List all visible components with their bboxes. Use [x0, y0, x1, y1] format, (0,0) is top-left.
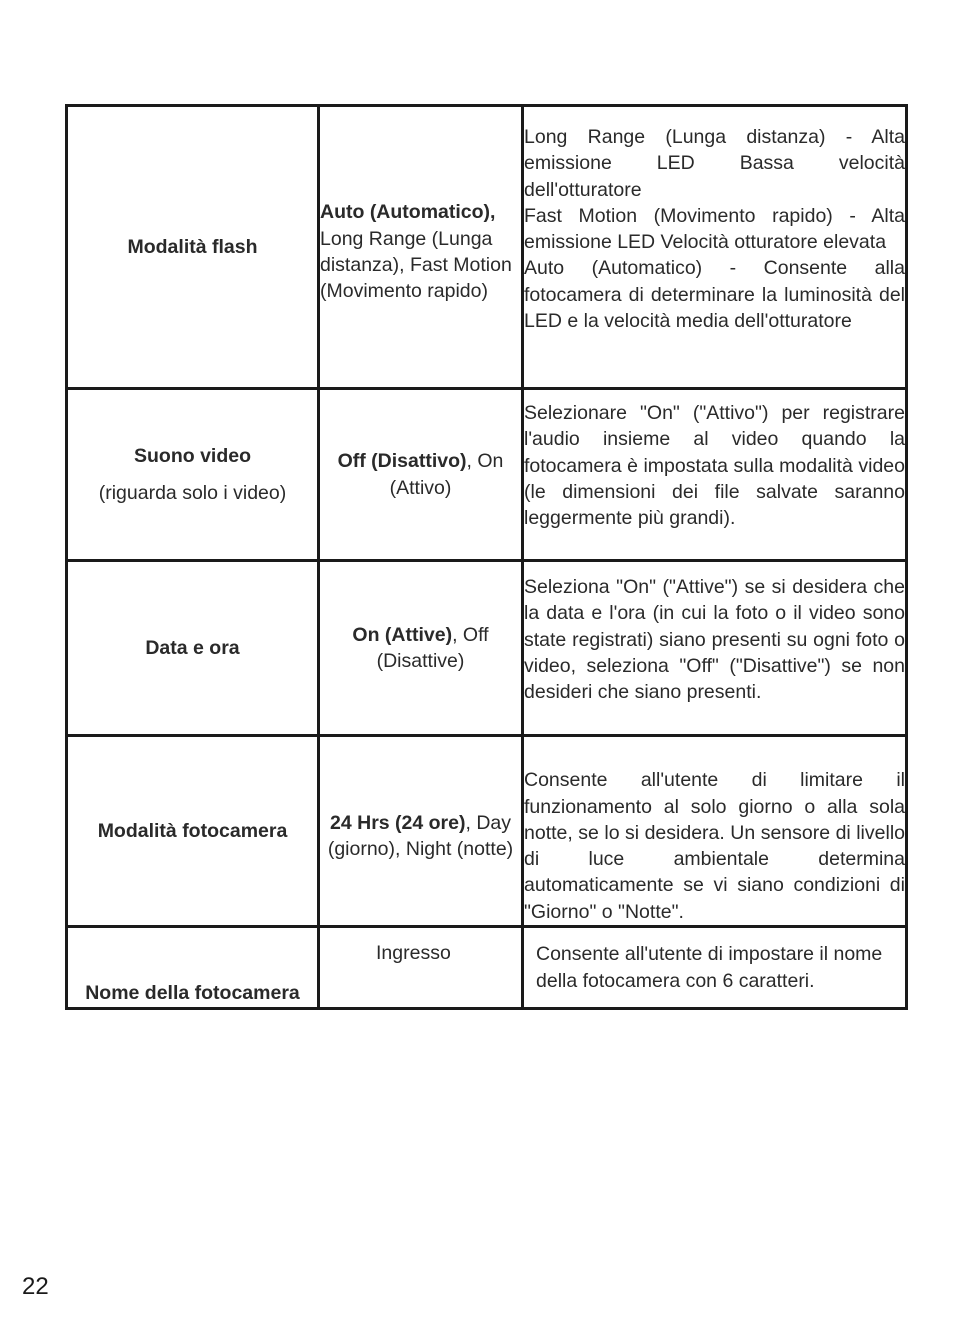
options-cell — [319, 389, 523, 561]
options-cell — [319, 106, 523, 389]
setting-name: Data e ora — [145, 636, 240, 659]
description-line: Long Range (Lunga distanza) - Alta emissione LED Bassa velocità dell'otturatore — [524, 126, 905, 201]
default-option: Auto (Automatico), — [320, 201, 496, 224]
setting-name: Suono video — [134, 445, 251, 468]
description-cell — [523, 736, 907, 927]
description-text: Seleziona "On" ("Attive") se si desidera che la data e l'ora (in cui la foto o il video sono state registrati) siano presenti su ogni foto o video, seleziona "Off" ("Disattive") se non desideri che siano presenti. — [524, 576, 905, 704]
default-option: 24 Hrs (24 ore) — [330, 811, 466, 834]
setting-name-cell — [67, 106, 319, 389]
other-options: , Off (Disattive) — [376, 623, 489, 672]
setting-name: Nome della fotocamera — [85, 982, 300, 1004]
table-row — [67, 389, 907, 561]
other-options: , On (Attivo) — [389, 450, 504, 499]
description-cell — [523, 389, 907, 561]
options-cell — [319, 927, 523, 1009]
table-row — [67, 106, 907, 389]
options-cell — [319, 561, 523, 736]
default-option: Off (Disattivo) — [337, 450, 467, 473]
table-row — [67, 736, 907, 927]
other-options: , Day (giorno), Night (notte) — [327, 811, 514, 860]
description-line: Fast Motion (Movimento rapido) - Alta emissione LED Velocità otturatore elevata — [524, 204, 905, 254]
description-text: Consente all'utente di limitare il funzionamento al solo giorno o alla sola notte, se lo si desidera. Un sensore di livello di luce ambientale determina automaticamente se vi siano condizioni di "Giorno" o "Notte". — [524, 769, 905, 923]
settings-table — [65, 104, 908, 1010]
description-cell — [523, 927, 907, 1009]
options-cell — [319, 736, 523, 927]
description-text: Selezionare "On" ("Attivo") per registrare l'audio insieme al video quando la fotocamera è impostata sulla modalità video (le dimensioni dei file salvate saranno leggermente più grandi). — [524, 402, 905, 530]
description-line: Auto (Automatico) - Consente alla fotocamera di determinare la luminosità del LED e la velocità media dell'otturatore — [524, 257, 905, 333]
setting-name: Modalità fotocamera — [97, 819, 288, 842]
description-text: Consente all'utente di impostare il nome della fotocamera con 6 caratteri. — [536, 943, 883, 992]
setting-name-cell — [67, 927, 319, 1009]
description-cell — [523, 561, 907, 736]
description-cell — [523, 106, 907, 389]
setting-name-cell — [67, 389, 319, 561]
setting-name-cell — [67, 561, 319, 736]
page-number: 22 — [22, 1273, 49, 1300]
default-option: On (Attive) — [352, 623, 453, 646]
option-value: Ingresso — [376, 942, 451, 964]
setting-note: (riguarda solo i video) — [98, 481, 287, 504]
table-row — [67, 561, 907, 736]
setting-name: Modalità flash — [127, 235, 258, 258]
setting-name-cell — [67, 736, 319, 927]
other-options: Long Range (Lunga distanza), Fast Motion (Movimento rapido) — [320, 227, 512, 303]
table-row — [67, 927, 907, 1009]
